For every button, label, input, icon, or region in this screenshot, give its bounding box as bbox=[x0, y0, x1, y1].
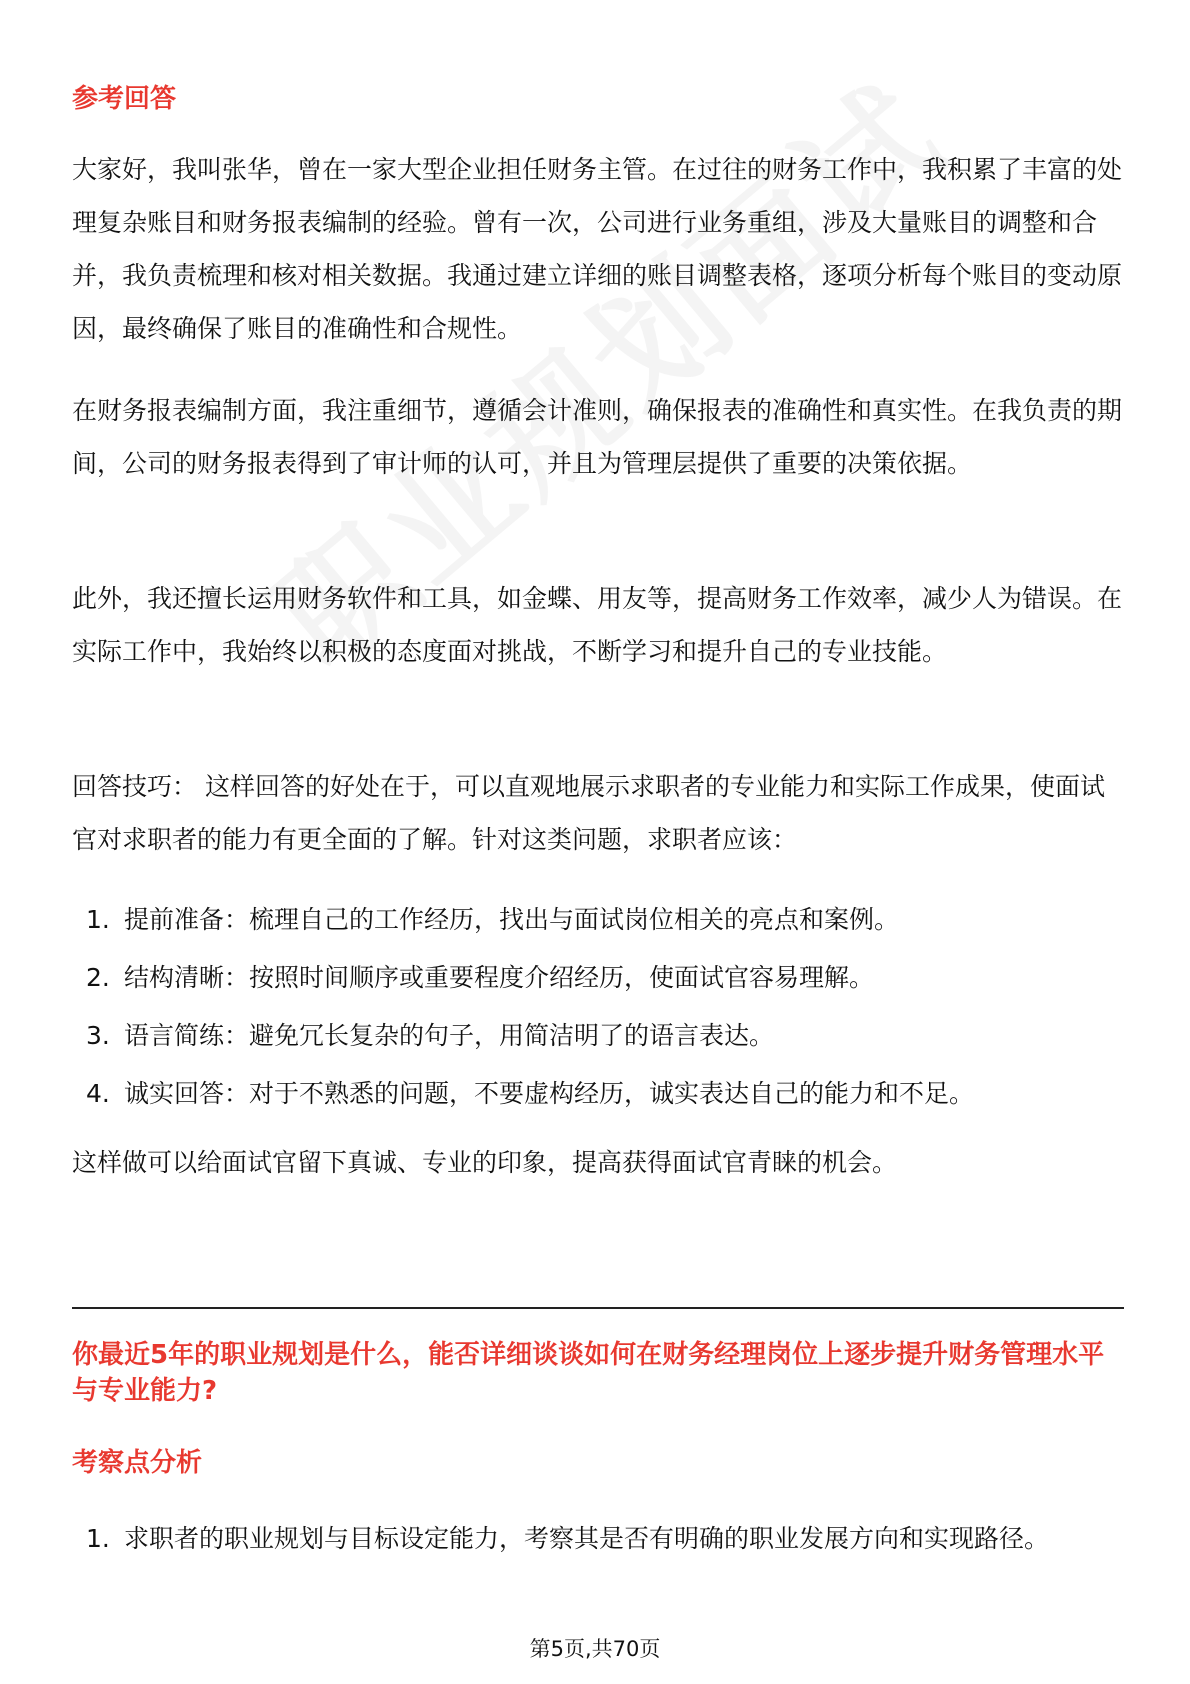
section-divider bbox=[72, 1307, 1124, 1309]
list-item: 3. 语言简练：避免冗长复杂的句子，用简洁明了的语言表达。 bbox=[86, 1021, 775, 1050]
answer-paragraph-2: 在财务报表编制方面，我注重细节，遵循会计准则，确保报表的准确性和真实性。在我负责的期间，公司的财务报表得到了审计师的认可，并且为管理层提供了重要的决策依据。 bbox=[72, 396, 1123, 478]
analysis-points-list bbox=[72, 1512, 1132, 1565]
analysis-heading: 考察点分析 bbox=[72, 1448, 203, 1478]
closing-paragraph: 这样做可以给面试官留下真诚、专业的印象，提高获得面试官青睐的机会。 bbox=[72, 1148, 898, 1177]
answer-paragraph-1: 大家好，我叫张华，曾在一家大型企业担任财务主管。在过往的财务工作中，我积累了丰富的处理复杂账目和财务报表编制的经验。曾有一次，公司进行业务重组，涉及大量账目的调整和合并，我负责梳理和核对相关数据。我通过建立详细的账目调整表格，逐项分析每个账目的变动原因，最终确保了账目的准确性和合规性。 bbox=[72, 155, 1123, 343]
tips-list bbox=[72, 891, 1132, 1123]
list-item: 2. 结构清晰：按照时间顺序或重要程度介绍经历，使面试官容易理解。 bbox=[86, 963, 875, 992]
reference-answer-heading: 参考回答 bbox=[72, 84, 177, 114]
list-item: 1. 提前准备：梳理自己的工作经历，找出与面试岗位相关的亮点和案例。 bbox=[86, 905, 900, 934]
list-item: 4. 诚实回答：对于不熟悉的问题，不要虚构经历，诚实表达自己的能力和不足。 bbox=[86, 1079, 975, 1108]
answer-paragraph-3: 此外，我还擅长运用财务软件和工具，如金蝶、用友等，提高财务工作效率，减少人为错误。在实际工作中，我始终以积极的态度面对挑战，不断学习和提升自己的专业技能。 bbox=[72, 584, 1123, 666]
list-item: 1. 求职者的职业规划与目标设定能力，考察其是否有明确的职业发展方向和实现路径。 bbox=[86, 1524, 1050, 1553]
page-number-footer: 第5页,共70页 bbox=[529, 1637, 661, 1661]
answer-tips-intro: 回答技巧： 这样回答的好处在于，可以直观地展示求职者的专业能力和实际工作成果，使面试官对求职者的能力有更全面的了解。针对这类问题，求职者应该： bbox=[72, 772, 1105, 854]
question-heading: 你最近5年的职业规划是什么，能否详细谈谈如何在财务经理岗位上逐步提升财务管理水平与专业能力? bbox=[72, 1340, 1105, 1406]
